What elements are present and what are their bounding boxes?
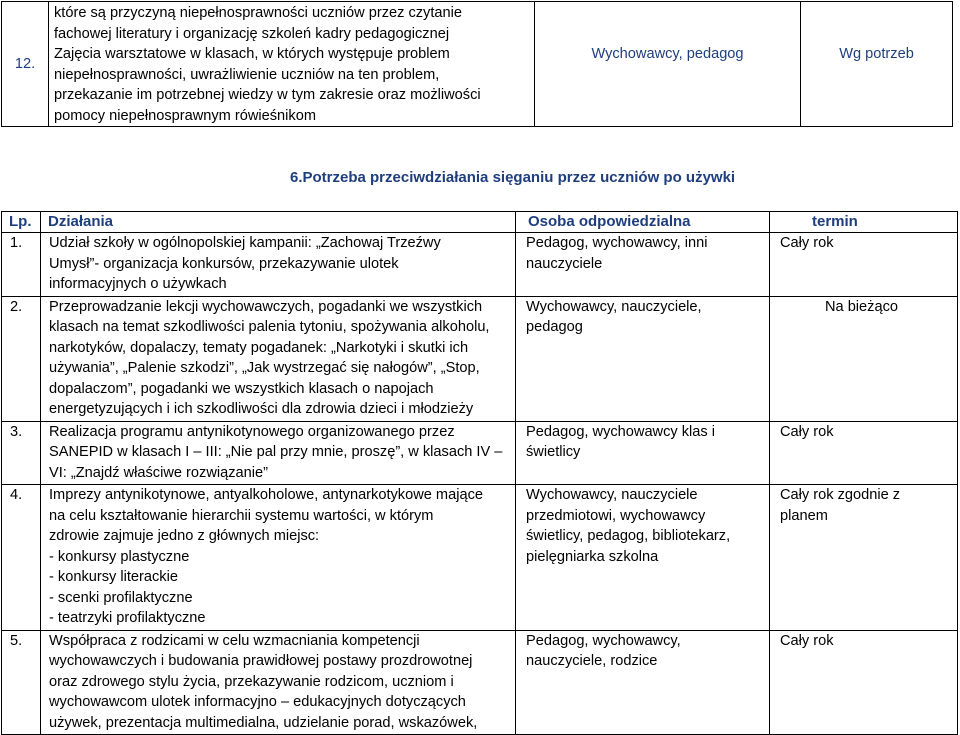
action-line: klasach na temat szkodliwości palenia tytoniu, spożywania alkoholu,	[49, 319, 490, 335]
responsible-line: świetlicy	[526, 444, 581, 460]
table-row	[2, 485, 958, 631]
table-row	[2, 2, 953, 127]
table-row	[2, 296, 958, 421]
row-action	[41, 421, 516, 485]
row-responsible	[516, 296, 770, 421]
row-responsible	[516, 630, 770, 735]
table-row	[2, 233, 958, 297]
description-line: które są przyczyną niepełnosprawności uczniów przez czytanie	[54, 5, 463, 21]
responsible-line: Wychowawcy, nauczyciele,	[526, 298, 702, 315]
term-line: Na bieżąco	[824, 298, 898, 315]
responsible-line: Pedagog, wychowawcy, inni	[526, 235, 708, 251]
action-line: Przeprowadzanie lekcji wychowawczych, pogadanki we wszystkich	[49, 298, 483, 315]
row-lp: 4.	[2, 485, 41, 631]
section-title: 6.Potrzeba przeciwdziałania sięganiu przez uczniów po używki	[290, 169, 736, 186]
description-cell	[49, 2, 535, 127]
table-header-row	[2, 212, 958, 233]
row-action	[41, 296, 516, 421]
action-line: energetyzujących i ich szkodliwości dla zdrowia dzieci i młodzieży	[49, 401, 474, 417]
row-lp: 5.	[2, 630, 41, 735]
responsible-line: Pedagog, wychowawcy,	[526, 632, 681, 649]
action-line: - scenki profilaktyczne	[49, 589, 193, 606]
action-line: - konkursy literackie	[49, 569, 178, 585]
continuation-table	[1, 1, 953, 127]
action-line: oraz zdrowego stylu życia, przekazywanie rodzicom, uczniom i	[49, 673, 454, 690]
action-line: - konkursy plastyczne	[49, 548, 190, 565]
action-line: Umysł”- organizacja konkursów, przekazywanie ulotek	[49, 255, 399, 272]
responsible-line: pielęgniarka szkolna	[526, 548, 659, 565]
description-line: niepełnosprawności, uwrażliwienie uczniów na ten problem,	[54, 66, 440, 83]
action-line: SANEPID w klasach I – III: „Nie pal przy mnie, proszę”, w klasach IV –	[49, 444, 503, 460]
term-cell: Wg potrzeb	[801, 2, 953, 127]
row-lp: 1.	[2, 233, 41, 297]
row-action	[41, 485, 516, 631]
action-line: - teatrzyki profilaktyczne	[49, 610, 206, 626]
description-line: fachowej literatury i organizację szkoleń kadry pedagogicznej	[54, 25, 450, 42]
term-line: Cały rok	[780, 423, 834, 440]
row-term	[770, 233, 958, 297]
actions-table	[1, 211, 958, 735]
row-responsible	[516, 485, 770, 631]
responsible-line: Wychowawcy, nauczyciele	[526, 487, 698, 503]
responsible-line: pedagog	[526, 319, 583, 335]
action-line: Realizacja programu antynikotynowego organizowanego przez	[49, 423, 455, 440]
responsible-line: świetlicy, pedagog, bibliotekarz,	[526, 528, 731, 544]
action-line: narkotyków, dopalaczy, tematy pogadanek: „Narkotyki i skutki ich	[49, 339, 469, 356]
action-line: dopalaczom”, pogadanki we wszystkich klasach o napojach	[49, 380, 434, 397]
term-line: planem	[780, 507, 828, 524]
responsible-line: przedmiotowi, wychowawcy	[526, 507, 706, 524]
header-actions: Działania	[41, 212, 516, 233]
row-lp: 2.	[2, 296, 41, 421]
action-line: zdrowie zajmuje jedno z głównych miejsc:	[49, 528, 320, 544]
action-line: wychowawczych i budowania prawidłowej postawy prozdrowotnej	[49, 653, 473, 669]
row-term	[770, 296, 958, 421]
row-responsible	[516, 233, 770, 297]
description-line: Zajęcia warsztatowe w klasach, w których występuje problem	[54, 46, 450, 62]
row-action	[41, 233, 516, 297]
row-lp: 3.	[2, 421, 41, 485]
action-line: VI: „Znajdź właściwe rozwiązanie”	[49, 464, 268, 481]
action-line: Współpraca z rodzicami w celu wzmacniania kompetencji	[49, 632, 420, 649]
row-term	[770, 485, 958, 631]
action-line: informacyjnych o używkach	[49, 276, 227, 292]
responsible-line: nauczyciele, rodzice	[526, 653, 658, 669]
description-line: przekazanie im potrzebnej wiedzy w tym zakresie oraz możliwości	[54, 87, 481, 103]
responsible-cell: Wychowawcy, pedagog	[535, 2, 801, 127]
responsible-line: nauczyciele	[526, 255, 603, 272]
term-line: Cały rok	[780, 632, 834, 649]
row-term	[770, 630, 958, 735]
table-row	[2, 421, 958, 485]
table-row	[2, 630, 958, 735]
row-term	[770, 421, 958, 485]
description-line: pomocy niepełnosprawnym rówieśnikom	[54, 107, 316, 124]
term-line: Cały rok	[780, 235, 834, 251]
header-responsible: Osoba odpowiedzialna	[516, 212, 770, 233]
row-number-cell	[2, 2, 49, 127]
row-number: 12.	[14, 55, 36, 72]
action-line: Imprezy antynikotynowe, antyalkoholowe, antynarkotykowe mające	[49, 487, 483, 503]
responsible-line: Pedagog, wychowawcy klas i	[526, 423, 715, 440]
header-term: termin	[770, 212, 958, 233]
row-action	[41, 630, 516, 735]
header-lp: Lp.	[2, 212, 41, 233]
action-line: wychowawcom ulotek informacyjno – edukacyjnych dotyczących	[49, 694, 466, 710]
action-line: na celu kształtowanie hierarchii systemu wartości, w którym	[49, 507, 434, 524]
action-line: Udział szkoły w ogólnopolskiej kampanii: „Zachowaj Trzeźwy	[49, 235, 441, 251]
term-line: Cały rok zgodnie z	[780, 487, 901, 503]
action-line: używania”, „Palenie szkodzi”, „Jak wystrzegać się nałogów”, „Stop,	[49, 360, 480, 376]
action-line: używek, prezentacja multimedialna, udzielanie porad, wskazówek,	[49, 714, 478, 731]
row-responsible	[516, 421, 770, 485]
